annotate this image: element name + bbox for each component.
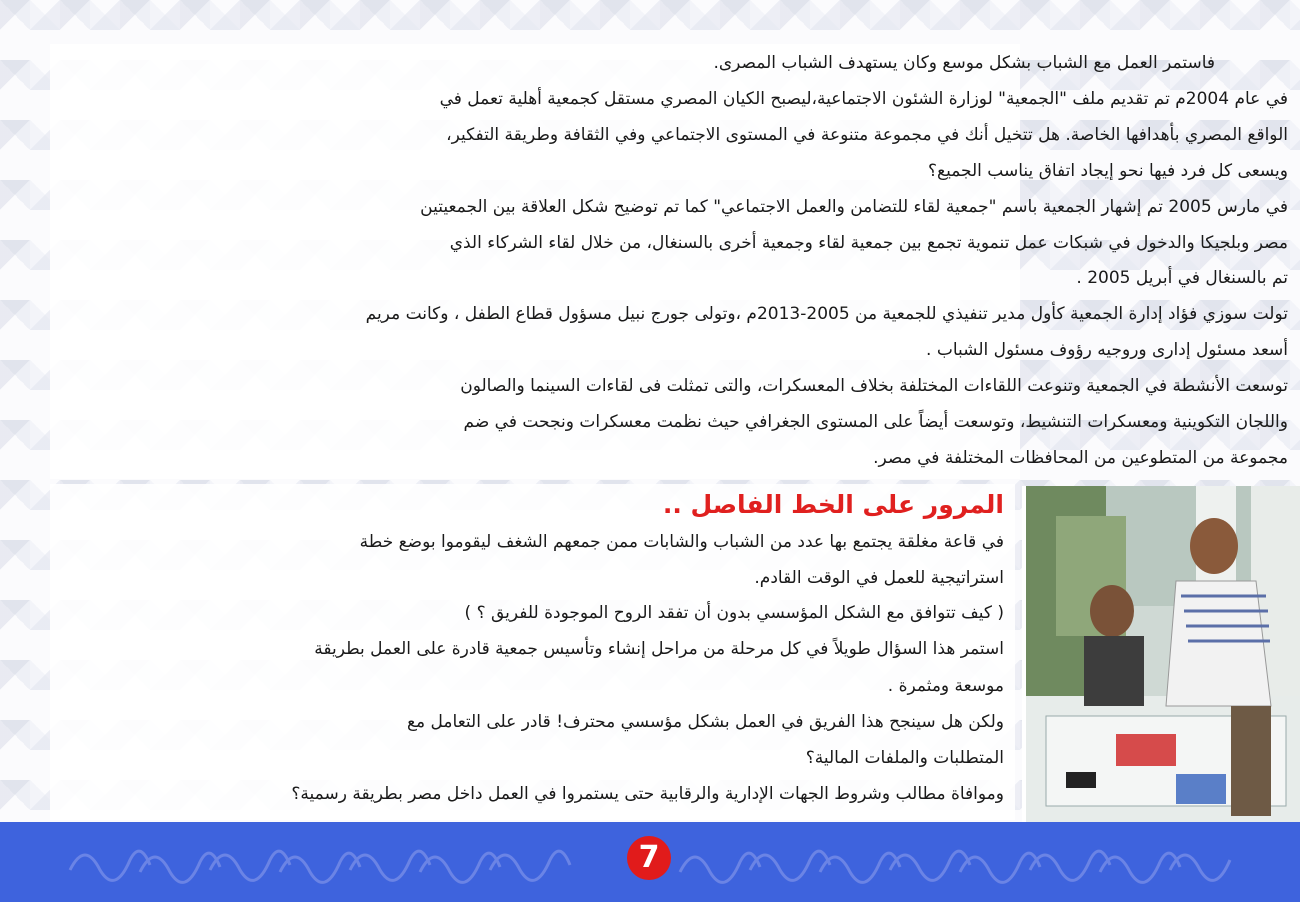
- article-line: توسعت الأنشطة في الجمعية وتنوعت اللقاءات المختلفة بخلاف المعسكرات، والتى تمثلت فى لقاءات السينما والصالون: [460, 376, 1288, 396]
- section-line: استمر هذا السؤال طويلاً في كل مرحلة من مراحل إنشاء وتأسيس جمعية قادرة على العمل بطريقة: [314, 639, 1004, 659]
- group-meeting-photo: [1022, 486, 1300, 822]
- section-line: وموافاة مطالب وشروط الجهات الإدارية والرقابية حتى يستمروا في العمل داخل مصر بطريقة رسمية؟: [291, 784, 1004, 804]
- section-line: ( كيف تتوافق مع الشكل المؤسسي بدون أن تفقد الروح الموجودة للفريق ؟ ): [464, 603, 1004, 623]
- page-number-badge: 7: [627, 836, 671, 880]
- article-line: ويسعى كل فرد فيها نحو إيجاد اتفاق يناسب الجميع؟: [928, 161, 1288, 181]
- article-line: تم بالسنغال في أبريل 2005 .: [1076, 268, 1288, 288]
- section-title: المرور على الخط الفاصل ..: [662, 490, 1004, 519]
- article-line: فاستمر العمل مع الشباب بشكل موسع وكان يستهدف الشباب المصرى.: [713, 53, 1215, 73]
- article-line: في عام 2004م تم تقديم ملف "الجمعية" لوزارة الشئون الاجتماعية،ليصبح الكيان المصري مستقل كجمعية أهلية تعمل في: [439, 89, 1288, 109]
- article-line: الواقع المصري بأهدافها الخاصة. هل تتخيل أنك في مجموعة متنوعة في المستوى الاجتماعي وفي الثقافة وطريقة التفكير،: [446, 125, 1288, 145]
- article-line: تولت سوزي فؤاد إدارة الجمعية كأول مدير تنفيذي للجمعية من 2005-2013م ،وتولى جورج نبيل مسؤول قطاع الطفل ، وكانت مريم: [365, 304, 1288, 324]
- article-line: مصر وبلجيكا والدخول في شبكات عمل تنموية تجمع بين جمعية لقاء وجمعية أخرى بالسنغال، من خلال لقاء الشركاء الذي: [449, 233, 1288, 253]
- article-line: في مارس 2005 تم إشهار الجمعية باسم "جمعية لقاء للتضامن والعمل الاجتماعي" كما تم توضيح شكل العلاقة بين الجمعيتين: [420, 197, 1288, 217]
- section-line: ولكن هل سينجح هذا الفريق في العمل بشكل مؤسسي محترف! قادر على التعامل مع: [407, 712, 1004, 732]
- section-line: المتطلبات والملفات المالية؟: [805, 748, 1004, 768]
- article-line: أسعد مسئول إدارى وروجيه رؤوف مسئول الشباب .: [926, 340, 1288, 360]
- article-line: مجموعة من المتطوعين من المحافظات المختلفة في مصر.: [873, 448, 1288, 468]
- article-line: واللجان التكوينية ومعسكرات التنشيط، وتوسعت أيضاً على المستوى الجغرافي حيث نظمت معسكرات ونجحت في ضم: [463, 412, 1288, 432]
- section-line: موسعة ومثمرة .: [887, 676, 1004, 696]
- section-line: استراتيجية للعمل في الوقت القادم.: [754, 568, 1004, 588]
- section-line: في قاعة مغلقة يجتمع بها عدد من الشباب والشابات ممن جمعهم الشغف ليقوموا بوضع خطة: [359, 532, 1004, 552]
